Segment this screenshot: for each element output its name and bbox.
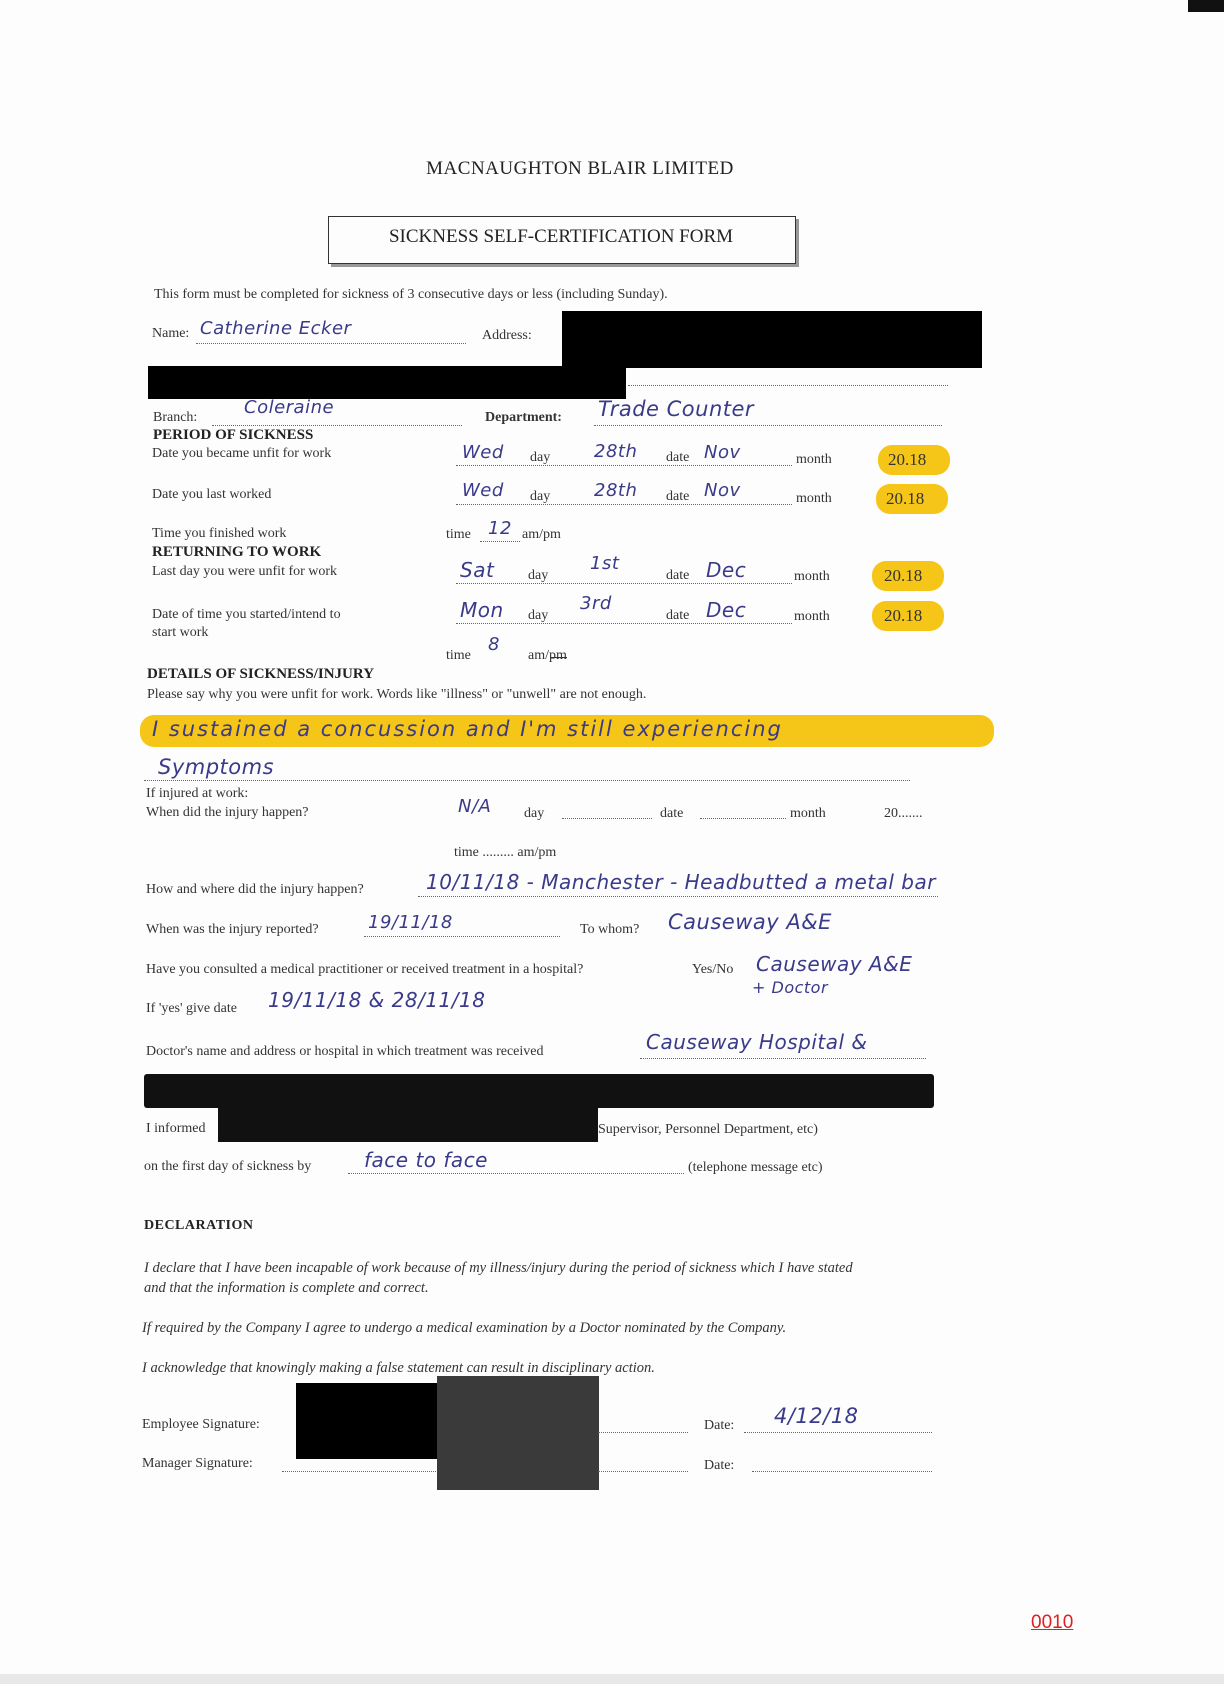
- last-worked-month: Nov: [704, 480, 741, 501]
- consulted-value-2: + Doctor: [752, 978, 829, 997]
- finished-time-value: 12: [488, 518, 512, 539]
- first-day-value: face to face: [364, 1148, 488, 1172]
- name-value: Catherine Ecker: [200, 318, 352, 339]
- reported-label: When was the injury reported?: [146, 922, 319, 937]
- became-unfit-label: Date you became unfit for work: [152, 446, 332, 461]
- department-line: [594, 425, 942, 426]
- ampm-struck-label: am/pm: [528, 648, 567, 663]
- informed-suffix: Supervisor, Personnel Department, etc): [598, 1122, 818, 1137]
- injury-month-line: [700, 818, 786, 819]
- finished-work-label: Time you finished work: [152, 526, 287, 541]
- pm-strike: [551, 657, 567, 658]
- yes-date-value: 19/11/18 & 28/11/18: [268, 988, 486, 1012]
- last-unfit-label: Last day you were unfit for work: [152, 564, 338, 579]
- injury-day-line: [562, 818, 652, 819]
- employee-date-value: 4/12/18: [774, 1404, 859, 1428]
- how-where-label: How and where did the injury happen?: [146, 882, 364, 897]
- redacted-doctor-address: [144, 1074, 934, 1108]
- details-line-2: Symptoms: [158, 755, 275, 779]
- day-label: day: [528, 608, 549, 623]
- address-line: [628, 385, 948, 386]
- start-work-year: 20.18: [884, 606, 923, 625]
- last-unfit-date: 1st: [590, 553, 620, 574]
- became-unfit-day: Wed: [462, 442, 504, 463]
- department-label: Department:: [485, 410, 562, 425]
- name-label: Name:: [152, 326, 190, 341]
- employee-signature-line: [598, 1432, 688, 1433]
- injury-when-value: N/A: [458, 796, 492, 817]
- reported-value: 19/11/18: [368, 912, 453, 933]
- manager-date-line: [752, 1471, 932, 1472]
- last-unfit-year: 20.18: [884, 566, 923, 585]
- became-unfit-month: Nov: [704, 442, 741, 463]
- how-where-line: [418, 896, 938, 897]
- start-work-date: 3rd: [580, 593, 612, 614]
- day-label: day: [524, 806, 545, 821]
- month-label: month: [794, 609, 830, 624]
- to-whom-label: To whom?: [580, 922, 640, 937]
- last-unfit-day: Sat: [460, 558, 495, 582]
- ampm-label: am/pm: [522, 527, 561, 542]
- last-worked-year: 20.18: [886, 489, 925, 508]
- page-number: 0010: [1031, 1612, 1074, 1633]
- finished-time-line: [480, 541, 520, 542]
- form-title: SICKNESS SELF-CERTIFICATION FORM: [388, 226, 734, 247]
- declaration-3: I acknowledge that knowingly making a false statement can result in disciplinary action.: [142, 1360, 655, 1376]
- date-label: date: [660, 806, 684, 821]
- became-unfit-date: 28th: [594, 441, 638, 462]
- consulted-value-1: Causeway A&E: [756, 952, 913, 976]
- manager-signature-line-2: [598, 1471, 688, 1472]
- doctor-line: [640, 1058, 926, 1059]
- day-label: day: [530, 489, 551, 504]
- start-work-month: Dec: [706, 598, 747, 622]
- month-label: month: [796, 452, 832, 467]
- last-worked-date: 28th: [594, 480, 638, 501]
- date-label: Date:: [704, 1458, 735, 1473]
- doctor-value: Causeway Hospital &: [646, 1030, 868, 1054]
- last-worked-label: Date you last worked: [152, 487, 272, 502]
- injury-when-label: When did the injury happen?: [146, 805, 309, 820]
- date-label: date: [666, 608, 690, 623]
- date-label: date: [666, 450, 690, 465]
- branch-label: Branch:: [153, 410, 198, 425]
- yes-date-label: If 'yes' give date: [146, 1001, 237, 1016]
- day-label: day: [530, 450, 551, 465]
- last-unfit-line: [456, 583, 792, 584]
- time-label: time: [446, 527, 471, 542]
- date-label: Date:: [704, 1418, 735, 1433]
- last-worked-line: [456, 504, 792, 505]
- first-day-suffix: (telephone message etc): [688, 1160, 823, 1175]
- details-heading: DETAILS OF SICKNESS/INJURY: [147, 666, 375, 682]
- employee-date-line: [744, 1432, 932, 1433]
- month-label: month: [794, 569, 830, 584]
- month-label: month: [796, 491, 832, 506]
- declaration-2: If required by the Company I agree to undergo a medical examination by a Doctor nominated by the Company.: [142, 1320, 787, 1336]
- start-work-day: Mon: [460, 598, 504, 622]
- start-work-label-1: Date of time you started/intend to: [152, 607, 341, 622]
- first-day-line: [348, 1173, 684, 1174]
- manager-signature-label: Manager Signature:: [142, 1456, 253, 1471]
- details-line: [144, 780, 910, 781]
- details-instruction: Please say why you were unfit for work. Words like "illness" or "unwell" are not enough.: [147, 687, 647, 702]
- first-day-label: on the first day of sickness by: [144, 1159, 312, 1174]
- declaration-1-line-2: and that the information is complete and correct.: [144, 1280, 429, 1296]
- start-work-label-2: start work: [152, 625, 209, 640]
- branch-value: Coleraine: [244, 397, 335, 418]
- redacted-address-2: [148, 366, 626, 399]
- declaration-heading: DECLARATION: [144, 1218, 254, 1233]
- department-value: Trade Counter: [598, 397, 755, 421]
- address-label: Address:: [482, 328, 532, 343]
- reported-line: [364, 936, 560, 937]
- date-label: date: [666, 489, 690, 504]
- company-name: MACNAUGHTON BLAIR LIMITED: [426, 158, 734, 179]
- redacted-address-1: [562, 311, 982, 368]
- start-work-line: [456, 623, 792, 624]
- became-unfit-year: 20.18: [888, 450, 927, 469]
- consulted-yes: Yes/No: [692, 962, 734, 977]
- date-label: date: [666, 568, 690, 583]
- declaration-1-line-1: I declare that I have been incapable of work because of my illness/injury during the period of sickness which I have stated: [144, 1260, 853, 1276]
- informed-label: I informed: [146, 1121, 206, 1136]
- last-worked-day: Wed: [462, 480, 504, 501]
- to-whom-value: Causeway A&E: [668, 910, 832, 934]
- injured-label: If injured at work:: [146, 786, 249, 801]
- returning-heading: RETURNING TO WORK: [152, 544, 322, 560]
- scan-corner-mark: [1188, 0, 1224, 12]
- scan-bottom-edge: [0, 1674, 1224, 1684]
- details-line-1: I sustained a concussion and I'm still experiencing: [152, 717, 783, 741]
- name-line: [196, 343, 466, 344]
- consulted-label: Have you consulted a medical practitioner or received treatment in a hospital?: [146, 962, 584, 977]
- injury-time-label: time ......... am/pm: [454, 845, 557, 860]
- period-heading: PERIOD OF SICKNESS: [153, 427, 314, 443]
- month-label: month: [790, 806, 826, 821]
- redacted-informed-name: [218, 1108, 598, 1142]
- day-label: day: [528, 568, 549, 583]
- time-label: time: [446, 648, 471, 663]
- became-unfit-line: [456, 465, 792, 466]
- employee-signature-label: Employee Signature:: [142, 1417, 260, 1432]
- manager-signature-line: [282, 1471, 436, 1472]
- start-work-time: 8: [488, 634, 500, 655]
- how-where-value: 10/11/18 - Manchester - Headbutted a metal bar: [426, 870, 936, 894]
- doctor-label: Doctor's name and address or hospital in which treatment was received: [146, 1044, 544, 1059]
- last-unfit-month: Dec: [706, 558, 747, 582]
- injury-year: 20.......: [884, 806, 923, 821]
- redacted-signature-block: [437, 1376, 599, 1490]
- branch-line: [212, 425, 462, 426]
- intro-text: This form must be completed for sickness of 3 consecutive days or less (including Sunday).: [154, 287, 668, 302]
